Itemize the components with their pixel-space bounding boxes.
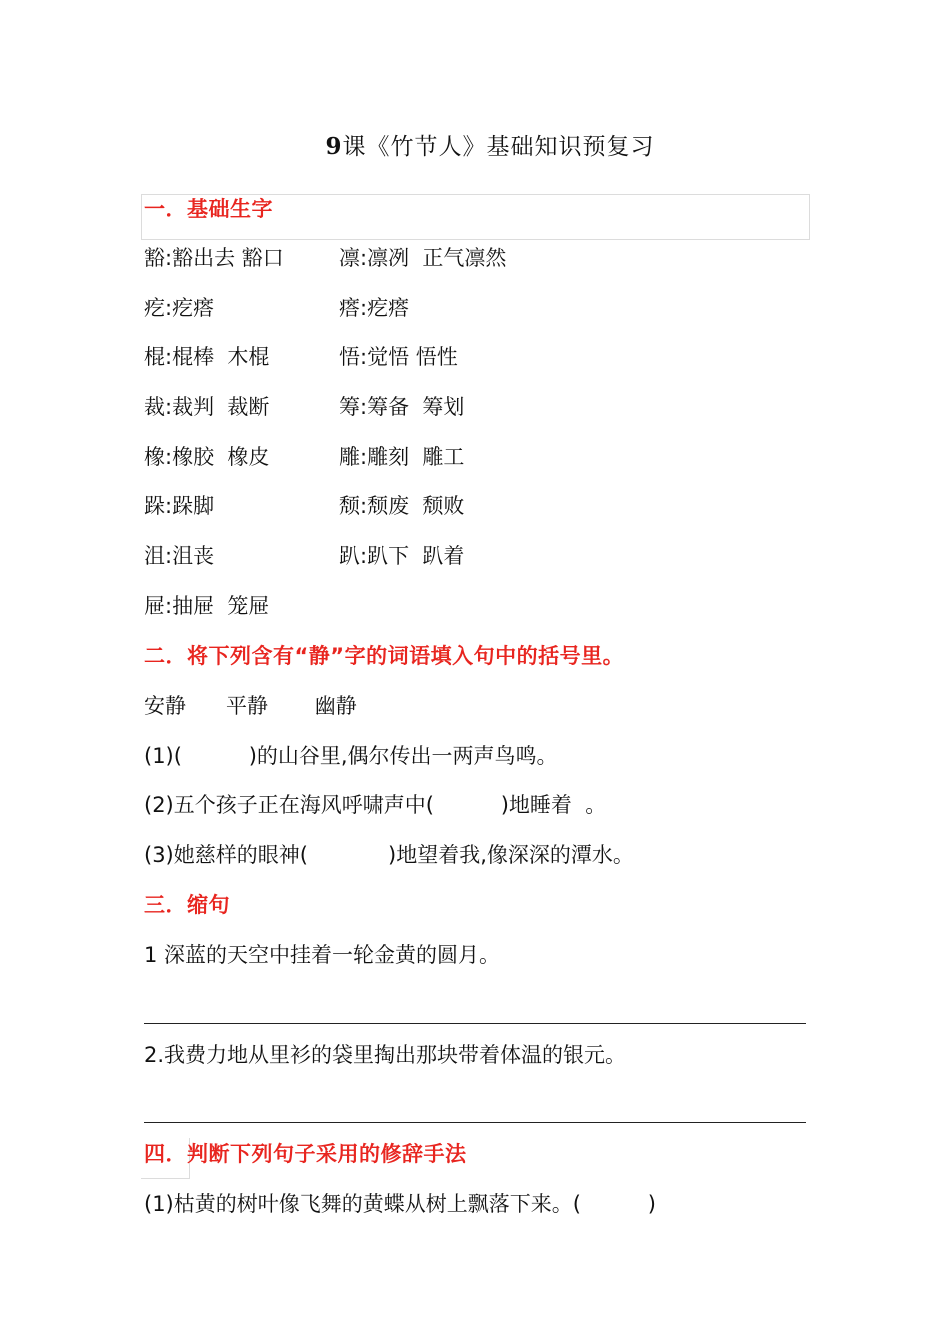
word-bank: 安静 平静 幽静: [144, 694, 357, 718]
rhetoric-item: (1)枯黄的树叶像飞舞的黄蝶从树上飘落下来。( ): [144, 1192, 656, 1216]
char-entry: 悟:觉悟 悟性: [339, 345, 458, 369]
fill-blank-item: (1)( )的山谷里,偶尔传出一两声鸟鸣。: [144, 744, 558, 768]
page-title: [0, 128, 950, 161]
title-text: 课《竹节人》基础知识预复习: [342, 134, 655, 160]
section1-heading: 一．基础生字: [144, 197, 273, 221]
char-entry: 橡:橡胶 橡皮: [144, 445, 270, 469]
char-entry: 跺:跺脚: [144, 494, 215, 518]
fill-blank-item: (3)她慈样的眼神( )地望着我,像深深的潭水。: [144, 843, 634, 867]
char-entry: 筹:筹备 筹划: [339, 395, 465, 419]
char-entry: 棍:棍棒 木棍: [144, 345, 270, 369]
char-entry: 凛:凛冽 正气凛然: [339, 246, 507, 270]
char-entry: 疙:疙瘩: [144, 296, 215, 320]
section3-heading: 三．缩句: [144, 893, 230, 917]
char-entry: 屉:抽屉 笼屉: [144, 594, 270, 618]
answer-line: [144, 1023, 806, 1024]
section4-heading: 四．判断下列句子采用的修辞手法: [144, 1142, 467, 1166]
sentence-item: 2.我费力地从里衫的袋里掏出那块带着体温的银元。: [144, 1043, 627, 1067]
sentence-item: 1 深蓝的天空中挂着一轮金黄的圆月。: [144, 943, 501, 967]
char-entry: 豁:豁出去 豁口: [144, 246, 284, 270]
answer-line: [144, 1122, 806, 1123]
lesson-number: 9: [325, 133, 343, 160]
char-entry: 瘩:疙瘩: [339, 296, 410, 320]
section2-heading: 二．将下列含有“静”字的词语填入句中的括号里。: [144, 644, 625, 668]
char-entry: 沮:沮丧: [144, 544, 215, 568]
fill-blank-item: (2)五个孩子正在海风呼啸声中( )地睡着 。: [144, 793, 607, 817]
char-entry: 雕:雕刻 雕工: [339, 445, 465, 469]
char-entry: 颓:颓废 颓败: [339, 494, 465, 518]
char-entry: 裁:裁判 裁断: [144, 395, 270, 419]
char-entry: 趴:趴下 趴着: [339, 544, 465, 568]
